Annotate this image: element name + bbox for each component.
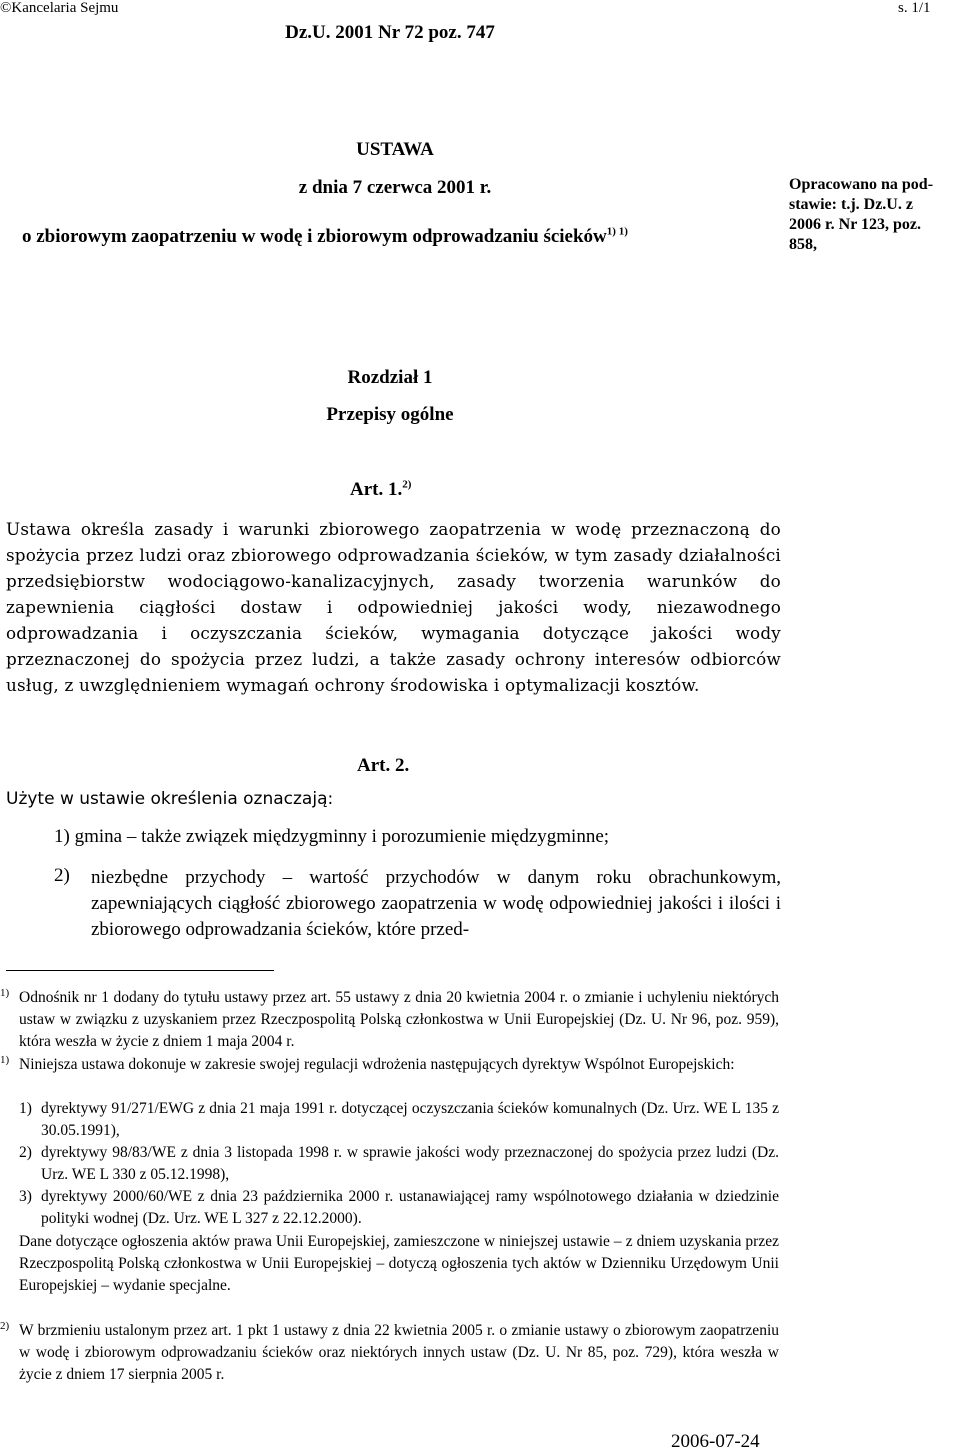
source-note-line: 2006 r. Nr 123, poz. <box>789 216 921 233</box>
art1-footnote-ref: 2) <box>402 478 412 491</box>
doc-type: USTAWA <box>356 139 434 160</box>
footnote-1-mark <box>0 987 9 1009</box>
footnote-2-item-1-text: dyrektywy 91/271/EWG z dnia 21 maja 1991 r. dotyczącej oczyszczania ścieków komunalnych (Dz. Urz. WE L 135 z 30.05.1991), <box>41 1100 779 1139</box>
doc-subject-text: o zbiorowym zaopatrzeniu w wodę i zbiorowym odprowadzaniu ścieków <box>22 226 607 247</box>
art1-heading <box>350 479 411 501</box>
footnote-2-item-1-number: 1) <box>19 1100 32 1117</box>
art2-item-1: 1) gmina – także związek międzygminny i porozumienie międzygminne; <box>54 826 610 847</box>
source-note-line: stawie: t.j. Dz.U. z <box>789 196 913 213</box>
footnote-2-mark-sup: 1) <box>0 1053 10 1066</box>
doc-subject-footnote-ref: 1) 1) <box>606 225 628 238</box>
doc-subject <box>22 226 628 248</box>
footnote-1-text: Odnośnik nr 1 dodany do tytułu ustawy przez art. 55 ustawy z dnia 20 kwietnia 2004 r. o zmianie i uchyleniu niektórych ustaw w związku z uzyskaniem przez Rzeczpospolitą Polską członkostwa w Unii Europejskiej (Dz. U. Nr 96, poz. 959), która weszła w życie z dniem 1 maja 2004 r. <box>19 989 779 1050</box>
header-page-number: s. 1/1 <box>898 0 931 16</box>
footnote-3-text: W brzmieniu ustalonym przez art. 1 pkt 1 ustawy z dnia 22 kwietnia 2005 r. o zmianie ustawy o zbiorowym zaopatrzeniu w wodę i zbiorowym odprowadzaniu ścieków oraz niektórych innych ustaw (Dz. U. Nr 85, poz. 729), która weszła w życie z dniem 17 sierpnia 2005 r. <box>19 1322 779 1383</box>
source-note-line: Opracowano na pod- <box>789 176 934 193</box>
doc-date: z dnia 7 czerwca 2001 r. <box>298 177 492 198</box>
footnote-2-item-3-text: dyrektywy 2000/60/WE z dnia 23 października 2000 r. ustanawiającej ramy wspólnotowego działania w dziedzinie polityki wodnej (Dz. Urz. WE L 327 z 22.12.2000). <box>41 1188 779 1227</box>
footnote-1-mark-sup: 1) <box>0 986 10 999</box>
art2-item-2-text: niezbędne przychody – wartość przychodów w danym roku obrachunkowym, zapewniających ciągłość zbiorowego zaopatrzenia w wodę odpowiedniej jakości i ilości i zbiorowego odprowadzania ścieków, które przed- <box>91 867 781 940</box>
art1-text: Ustawa określa zasady i warunki zbiorowego zaopatrzenia w wodę przeznaczoną do spożycia przez ludzi oraz zbiorowego odprowadzania ścieków, w tym zasady działalności przedsiębiorstw wodociągowo-kanalizacyjnych, zasady tworzenia warunków do zapewnienia ciągłości dostaw i odpowiedniej jakości wody, niezawodnego odprowadzania i oczyszczania ścieków, wymagania dotyczące jakości wody przeznaczonej do spożycia przez ludzi, a także zasady ochrony interesów odbiorców usług, z uwzględnieniem wymagań ochrony środowiska i optymalizacji kosztów. <box>6 519 781 695</box>
header-publisher: ©Kancelaria Sejmu <box>0 0 119 16</box>
art1-heading-text: Art. 1. <box>350 479 403 500</box>
footnote-3-mark-sup: 2) <box>0 1319 10 1332</box>
footnote-2-item-2-number: 2) <box>19 1144 32 1161</box>
footnote-2-mark <box>0 1054 9 1076</box>
footer-date: 2006-07-24 <box>671 1431 760 1452</box>
footnote-separator <box>6 970 274 971</box>
art2-intro: Użyte w ustawie określenia oznaczają: <box>6 789 334 809</box>
footnote-2-item-3-number: 3) <box>19 1188 32 1205</box>
footnote-2-text: Niniejsza ustawa dokonuje w zakresie swojej regulacji wdrożenia następujących dyrektyw Wspólnot Europejskich: <box>19 1056 735 1073</box>
chapter-number: Rozdział 1 <box>347 367 433 388</box>
art2-item-2-number: 2) <box>54 865 70 886</box>
doc-citation: Dz.U. 2001 Nr 72 poz. 747 <box>285 22 495 43</box>
footnote-2-closing-text: Dane dotyczące ogłoszenia aktów prawa Unii Europejskiej, zamieszczone w niniejszej ustawie – z dniem uzyskania przez Rzeczpospolitą Polską członkostwa w Unii Europejskiej – dotyczą ogłoszenia tych aktów w Dzienniku Urzędowym Unii Europejskiej – wydanie specjalne. <box>19 1233 779 1294</box>
art2-heading: Art. 2. <box>357 755 410 776</box>
source-note-line: 858, <box>789 236 817 253</box>
footnote-3-mark <box>0 1320 9 1342</box>
footnote-2-item-2-text: dyrektywy 98/83/WE z dnia 3 listopada 1998 r. w sprawie jakości wody przeznaczonej do spożycia przez ludzi (Dz. Urz. WE L 330 z 05.12.1998), <box>41 1144 779 1183</box>
chapter-title: Przepisy ogólne <box>326 404 454 425</box>
source-note <box>789 175 960 255</box>
